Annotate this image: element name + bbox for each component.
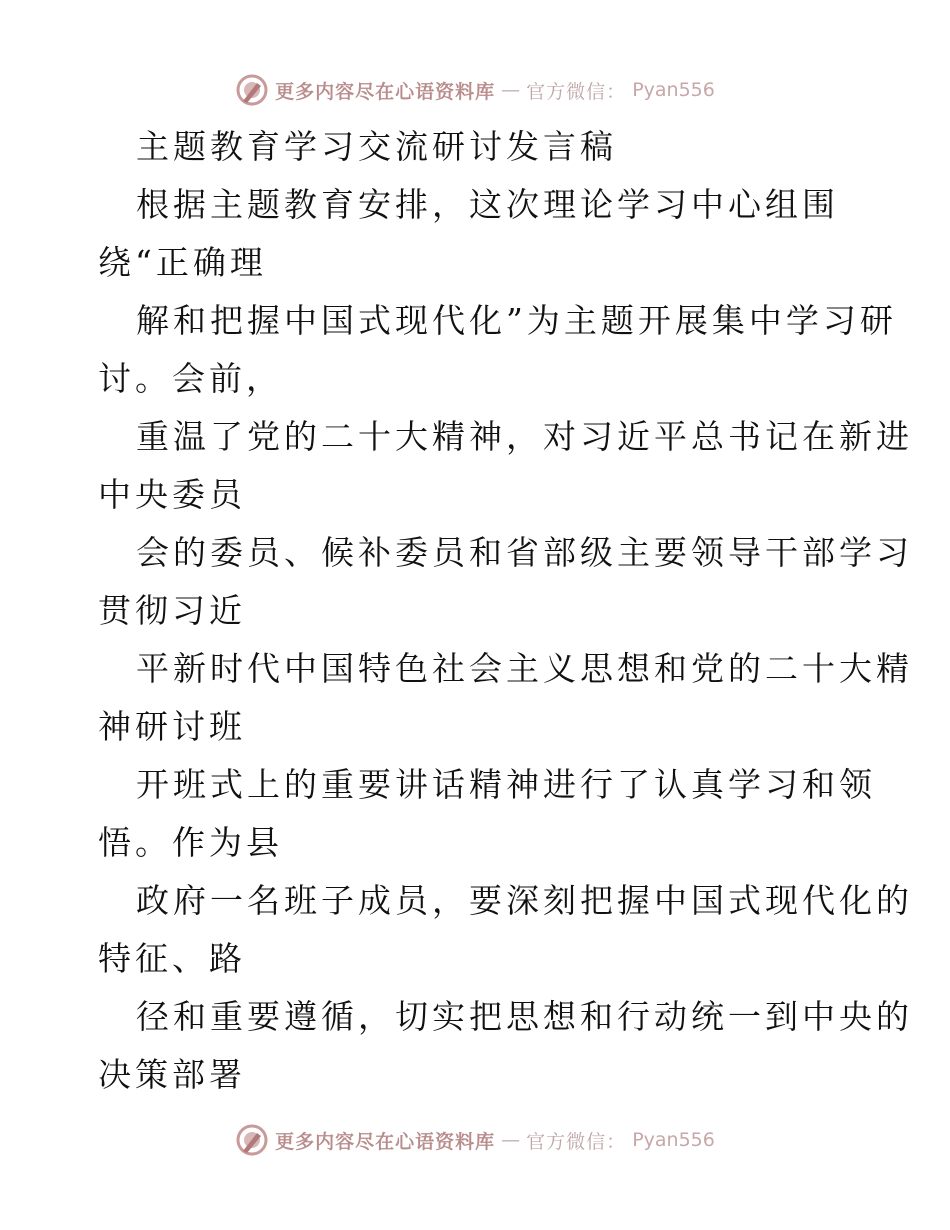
text-line: 特征、路 xyxy=(98,939,246,978)
text-line: 重温了党的二十大精神，对习近平总书记在新进 xyxy=(136,417,913,456)
watermark-separator: — xyxy=(501,79,521,101)
text-line: 解和把握中国式现代化”为主题开展集中学习研 xyxy=(136,301,897,340)
watermark-wechat-id: Pyan556 xyxy=(632,1129,715,1151)
text-line: 径和重要遵循，切实把思想和行动统一到中央的 xyxy=(136,997,913,1036)
text-line: 绕“正确理 xyxy=(98,243,267,282)
text-line: 会的委员、候补委员和省部级主要领导干部学习 xyxy=(136,533,913,572)
text-line: 政府一名班子成员，要深刻把握中国式现代化的 xyxy=(136,881,913,920)
text-line: 开班式上的重要讲话精神进行了认真学习和领 xyxy=(136,765,876,804)
text-line: 决策部署 xyxy=(98,1055,246,1094)
text-line: 根据主题教育安排，这次理论学习中心组围 xyxy=(136,185,839,224)
text-line: 神研讨班 xyxy=(98,707,246,746)
footer-watermark xyxy=(0,1118,950,1162)
pen-circle-logo-icon xyxy=(235,73,269,107)
text-line: 讨。会前， xyxy=(98,359,283,398)
watermark-wechat-id: Pyan556 xyxy=(632,79,715,101)
watermark-separator: — xyxy=(501,1129,521,1151)
text-line: 贯彻习近 xyxy=(98,591,246,630)
text-line: 平新时代中国特色社会主义思想和党的二十大精 xyxy=(136,649,913,688)
document-title: 主题教育学习交流研讨发言稿 xyxy=(136,127,617,166)
watermark-official-label: 官方微信： xyxy=(526,80,627,103)
watermark-brand-text: 更多内容尽在心语资料库 xyxy=(275,1130,496,1153)
text-line: 悟。作为县 xyxy=(98,823,283,862)
text-line: 中央委员 xyxy=(98,475,246,514)
header-watermark xyxy=(0,68,950,112)
document-body xyxy=(98,118,913,1104)
watermark-brand-text: 更多内容尽在心语资料库 xyxy=(275,80,496,103)
pen-circle-logo-icon xyxy=(235,1123,269,1157)
watermark-official-label: 官方微信： xyxy=(526,1130,627,1153)
